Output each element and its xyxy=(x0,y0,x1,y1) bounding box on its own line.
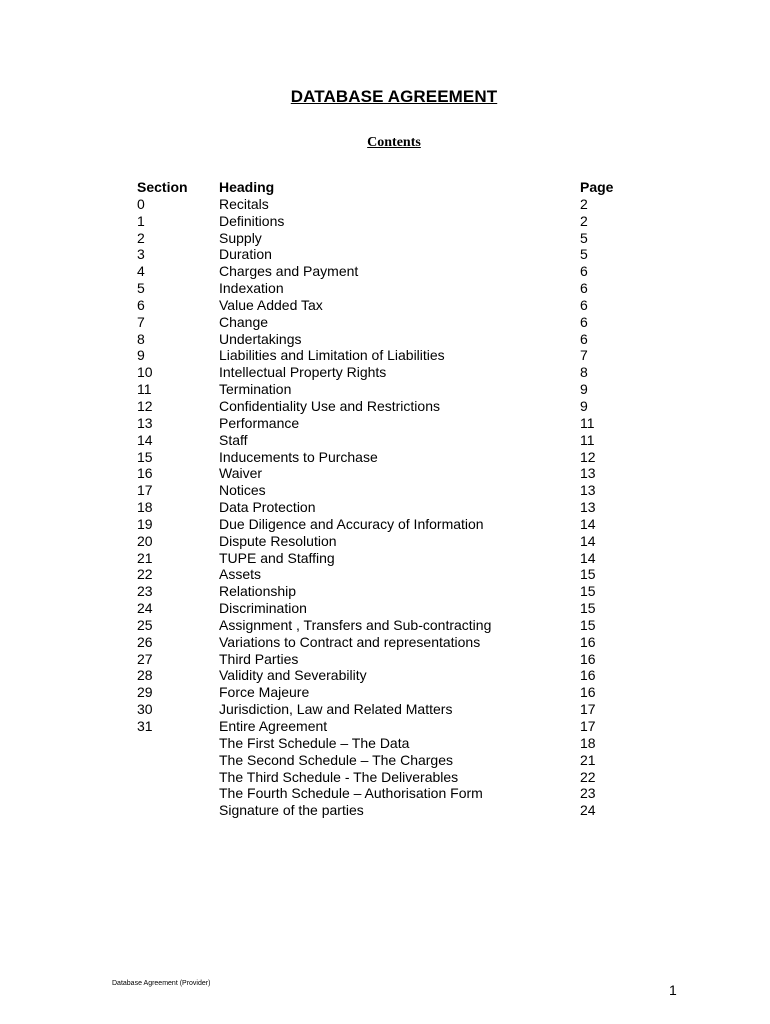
toc-row xyxy=(137,600,637,617)
toc-heading: Duration xyxy=(219,246,272,263)
toc-section-number: 29 xyxy=(137,684,153,701)
toc-section-number: 7 xyxy=(137,313,145,330)
toc-section-number: 15 xyxy=(137,448,153,465)
toc-page-number: 8 xyxy=(580,364,588,381)
toc-heading: Discrimination xyxy=(219,600,307,617)
toc-row xyxy=(137,550,637,567)
toc-row xyxy=(137,651,637,668)
contents-label: Contents xyxy=(367,135,421,150)
toc-row xyxy=(137,246,637,263)
toc-heading: Assets xyxy=(219,566,262,583)
toc-section-number: 21 xyxy=(137,549,153,566)
toc-page-number: 9 xyxy=(580,397,588,414)
toc-row xyxy=(137,583,637,600)
toc-row xyxy=(137,314,637,331)
toc-page-number: 18 xyxy=(580,734,596,751)
toc-page-number: 2 xyxy=(580,212,588,229)
toc-heading: Charges and Payment xyxy=(219,263,359,280)
toc-row xyxy=(137,634,637,651)
toc-row xyxy=(137,566,637,583)
toc-section-number: 13 xyxy=(137,414,153,431)
toc-rows xyxy=(137,196,637,819)
toc-heading: Termination xyxy=(219,381,292,398)
toc-row xyxy=(137,499,637,516)
toc-page-number: 24 xyxy=(580,802,596,819)
toc-heading: TUPE and Staffing xyxy=(219,549,335,566)
toc-heading: Due Diligence and Accuracy of Information xyxy=(219,515,484,532)
toc-section-number: 30 xyxy=(137,701,153,718)
toc-heading: The Fourth Schedule – Authorisation Form xyxy=(219,785,483,802)
toc-page-number: 2 xyxy=(580,195,588,212)
toc-section-number: 6 xyxy=(137,296,145,313)
toc-section-number: 27 xyxy=(137,650,153,667)
toc-page-number: 5 xyxy=(580,246,588,263)
toc-row xyxy=(137,415,637,432)
toc-section-number: 20 xyxy=(137,532,153,549)
toc-heading: Jurisdiction, Law and Related Matters xyxy=(219,701,453,718)
toc-row xyxy=(137,381,637,398)
toc-heading: Entire Agreement xyxy=(219,718,328,734)
toc-heading: Staff xyxy=(219,431,248,448)
toc-heading: The Second Schedule – The Charges xyxy=(219,751,454,768)
toc-row xyxy=(137,449,637,466)
toc-row xyxy=(137,735,637,752)
toc-section-number: 25 xyxy=(137,616,153,633)
toc-heading: Waiver xyxy=(219,465,263,482)
toc-row xyxy=(137,196,637,213)
toc-page-number: 22 xyxy=(580,768,596,785)
toc-section-number: 19 xyxy=(137,515,153,532)
toc-row xyxy=(137,297,637,314)
toc-heading: Assignment , Transfers and Sub-contracting xyxy=(219,616,492,633)
toc-page-number: 9 xyxy=(580,381,588,398)
toc-row xyxy=(137,230,637,247)
footer-label: Database Agreement (Provider) xyxy=(112,980,211,987)
toc-section-number: 24 xyxy=(137,600,153,617)
toc-row xyxy=(137,280,637,297)
toc-row xyxy=(137,785,637,802)
toc-page-number: 6 xyxy=(580,330,588,347)
toc-section-number: 10 xyxy=(137,364,153,381)
toc-page-number: 13 xyxy=(580,465,596,482)
toc-page-number: 13 xyxy=(580,499,596,516)
toc-section-number: 31 xyxy=(137,718,153,734)
toc-page-number: 17 xyxy=(580,701,596,718)
toc-row xyxy=(137,432,637,449)
toc-header-section: Section xyxy=(137,179,188,195)
toc-section-number: 18 xyxy=(137,499,153,516)
toc-page-number: 15 xyxy=(580,583,596,600)
toc-heading: Undertakings xyxy=(219,330,302,347)
toc-page-number: 15 xyxy=(580,566,596,583)
toc-row xyxy=(137,213,637,230)
toc-row xyxy=(137,617,637,634)
toc-page-number: 13 xyxy=(580,482,596,499)
toc-row xyxy=(137,263,637,280)
toc-heading: Intellectual Property Rights xyxy=(219,364,387,381)
toc-section-number: 11 xyxy=(137,381,152,398)
toc-page-number: 7 xyxy=(580,347,588,364)
toc-page-number: 23 xyxy=(580,785,596,802)
toc-row xyxy=(137,465,637,482)
toc-section-number: 8 xyxy=(137,330,145,347)
toc-heading: Signature of the parties xyxy=(219,802,364,819)
toc-page-number: 6 xyxy=(580,263,588,280)
toc-section-number: 14 xyxy=(137,431,153,448)
toc-row xyxy=(137,667,637,684)
toc-section-number: 12 xyxy=(137,397,153,414)
toc-section-number: 22 xyxy=(137,566,153,583)
toc-page-number: 16 xyxy=(580,684,596,701)
toc-heading: Liabilities and Limitation of Liabilities xyxy=(219,347,445,364)
toc-row xyxy=(137,752,637,769)
toc-page-number: 16 xyxy=(580,633,596,650)
toc-page-number: 16 xyxy=(580,650,596,667)
toc-page-number: 14 xyxy=(580,515,596,532)
toc-row xyxy=(137,347,637,364)
toc-page-number: 11 xyxy=(580,414,595,431)
toc-row xyxy=(137,802,637,819)
toc-page-number: 12 xyxy=(580,448,596,465)
toc-row xyxy=(137,364,637,381)
toc-heading: Inducements to Purchase xyxy=(219,448,378,465)
toc-heading: Confidentiality Use and Restrictions xyxy=(219,397,440,414)
toc-heading: Recitals xyxy=(219,195,269,212)
toc-heading: Value Added Tax xyxy=(219,296,323,313)
toc-row xyxy=(137,701,637,718)
toc-section-number: 2 xyxy=(137,229,145,246)
document-title: DATABASE AGREEMENT xyxy=(290,87,498,106)
toc-page-number: 6 xyxy=(580,313,588,330)
toc-heading: Third Parties xyxy=(219,650,299,667)
toc-heading: Relationship xyxy=(219,583,297,600)
toc-row xyxy=(137,533,637,550)
toc-heading: Change xyxy=(219,313,269,330)
toc-page-number: 21 xyxy=(580,751,596,768)
toc-section-number: 16 xyxy=(137,465,153,482)
toc-row xyxy=(137,769,637,786)
toc-page-number: 15 xyxy=(580,600,596,617)
toc-heading: Dispute Resolution xyxy=(219,532,337,549)
toc-section-number: 9 xyxy=(137,347,145,364)
toc-heading: Data Protection xyxy=(219,499,316,516)
toc-heading: The First Schedule – The Data xyxy=(219,734,410,751)
toc-section-number: 23 xyxy=(137,583,153,600)
toc-header-row xyxy=(137,179,637,196)
toc-section-number: 3 xyxy=(137,246,145,263)
toc-row xyxy=(137,482,637,499)
toc-row xyxy=(137,516,637,533)
toc-heading: The Third Schedule - The Deliverables xyxy=(219,768,459,785)
toc-page-number: 6 xyxy=(580,280,588,297)
toc-section-number: 17 xyxy=(137,482,153,499)
toc-row xyxy=(137,684,637,701)
toc-page-number: 15 xyxy=(580,616,596,633)
toc-row xyxy=(137,398,637,415)
toc-page-number: 14 xyxy=(580,532,596,549)
toc-section-number: 0 xyxy=(137,195,145,212)
toc-heading: Variations to Contract and representations xyxy=(219,633,481,650)
toc-page-number: 11 xyxy=(580,431,595,448)
toc-heading: Validity and Severability xyxy=(219,667,367,684)
toc-header-heading: Heading xyxy=(219,179,275,195)
toc-section-number: 4 xyxy=(137,263,145,280)
table-of-contents xyxy=(137,179,637,819)
toc-page-number: 14 xyxy=(580,549,596,566)
toc-section-number: 28 xyxy=(137,667,153,684)
toc-heading: Indexation xyxy=(219,280,284,297)
toc-heading: Force Majeure xyxy=(219,684,310,701)
toc-page-number: 17 xyxy=(580,718,596,734)
toc-section-number: 26 xyxy=(137,633,153,650)
toc-heading: Supply xyxy=(219,229,262,246)
toc-section-number: 5 xyxy=(137,280,145,297)
toc-row xyxy=(137,331,637,348)
toc-page-number: 6 xyxy=(580,296,588,313)
page-number: 1 xyxy=(669,982,677,998)
toc-row xyxy=(137,718,637,735)
toc-heading: Definitions xyxy=(219,212,285,229)
toc-section-number: 1 xyxy=(137,212,145,229)
toc-heading: Performance xyxy=(219,414,300,431)
toc-page-number: 5 xyxy=(580,229,588,246)
toc-heading: Notices xyxy=(219,482,266,499)
toc-header-page: Page xyxy=(580,179,614,195)
toc-page-number: 16 xyxy=(580,667,596,684)
